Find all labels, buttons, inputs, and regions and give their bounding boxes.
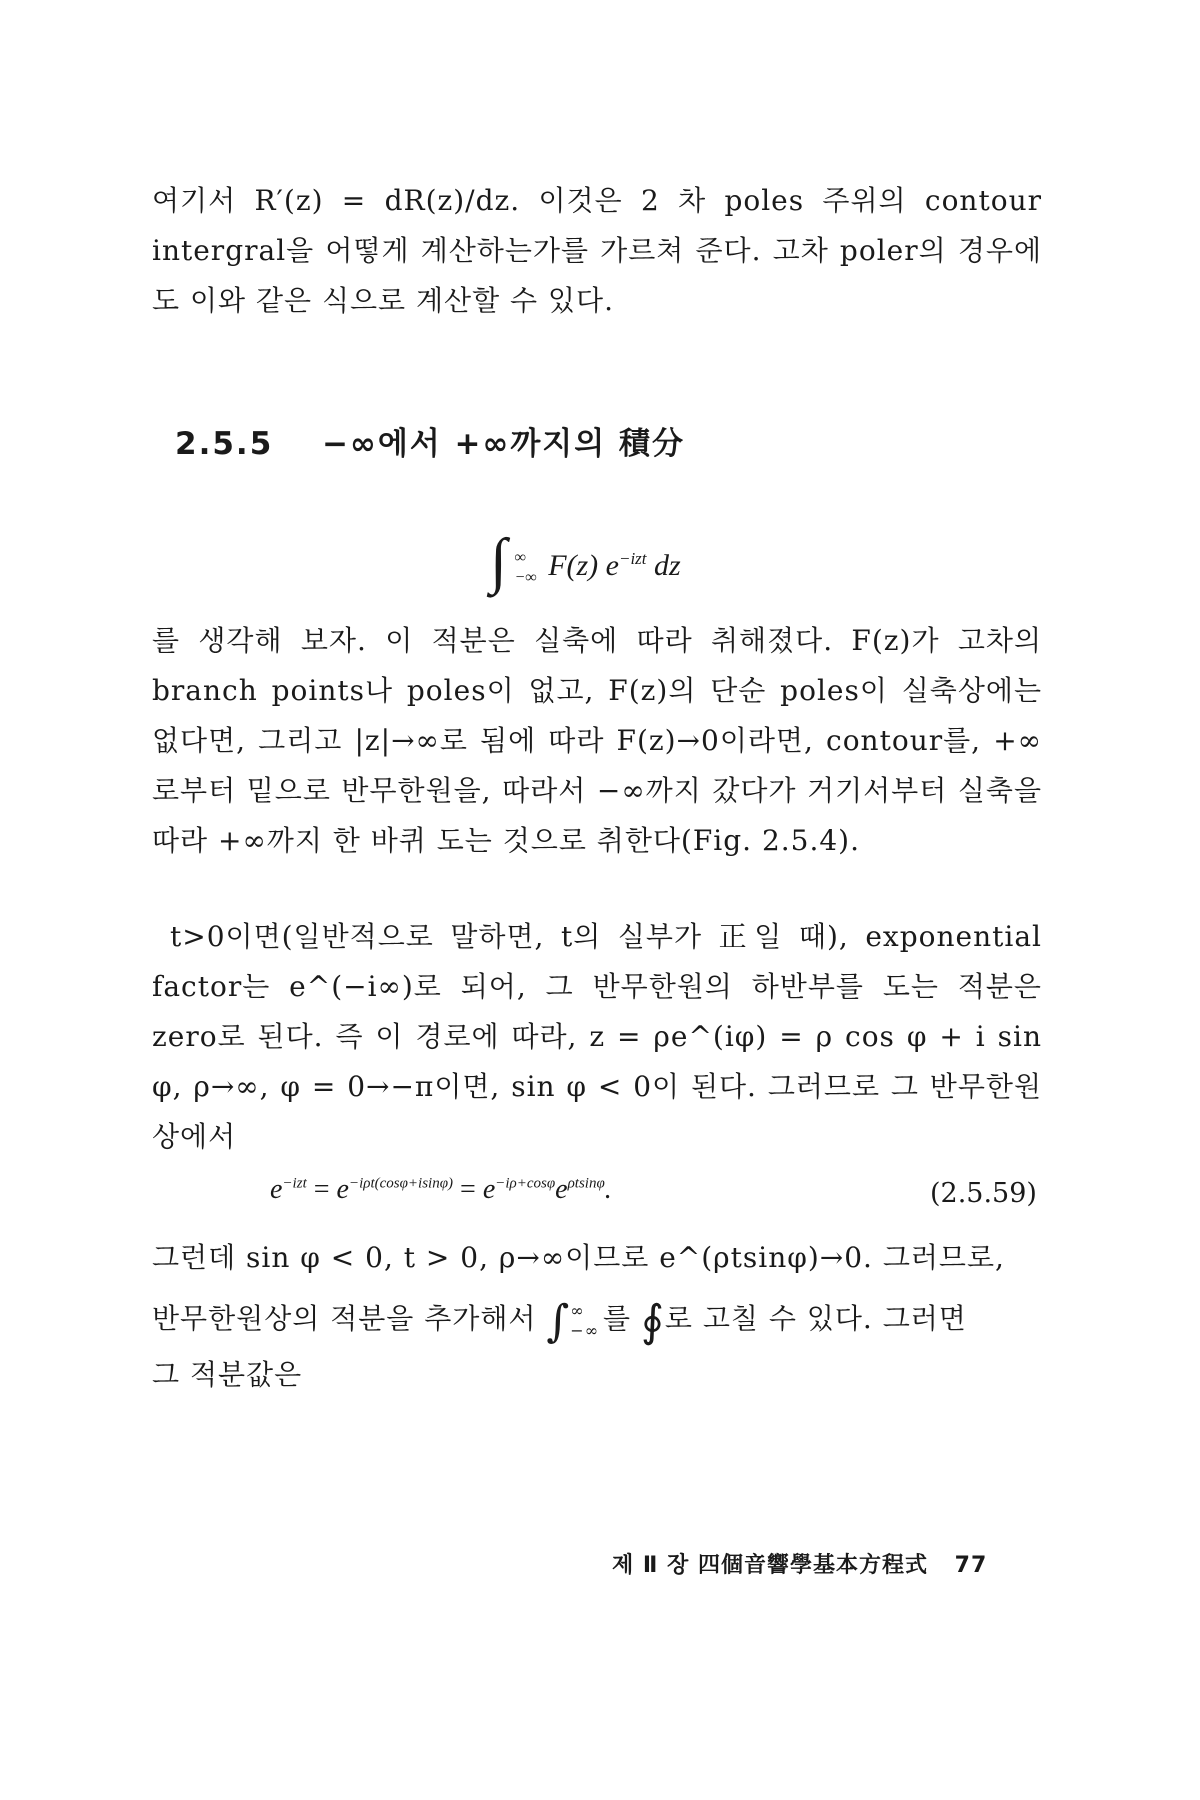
paragraph-2: 를 생각해 보자. 이 적분은 실축에 따라 취해졌다. F(z)가 고차의 branch points나 poles이 없고, F(z)의 단순 poles이 실축상에는 없다면, 그리고 |z|→∞로 됨에 따라 F(z)→0이라면, contour를, +∞로부터 밑으로 반무한원을, 따라서 −∞까지 갔다가 거기서부터 실축을 따라 +∞까지 한 바퀴 도는 것으로 취한다(Fig. 2.5.4).: [152, 624, 1042, 857]
paragraph-1: 여기서 R′(z) = dR(z)/dz. 이것은 2 차 poles 주위의 contour intergral을 어떻게 계산하는가를 가르쳐 준다. 고차 poler의 경우에도 이와 같은 식으로 계산할 수 있다.: [152, 184, 1042, 317]
inline-integral-lower: −∞: [570, 1320, 600, 1340]
page-footer: [612, 1548, 987, 1579]
section-number: 2.5.5: [175, 426, 274, 462]
p4-line2-mid: 를: [603, 1302, 632, 1335]
integral-exponent: −izt: [618, 549, 647, 568]
contour-integral-icon: ∮: [640, 1296, 665, 1347]
eq-rhs-exp-1: −iρ+cosφ: [495, 1175, 556, 1192]
eq-lhs-base: e: [270, 1174, 283, 1205]
eq-mid-base: e: [336, 1174, 349, 1205]
integral-upper: ∞: [514, 549, 526, 567]
section-heading: [175, 418, 685, 463]
page-number: 77: [954, 1553, 988, 1578]
integral-limits: [514, 548, 536, 588]
equation-2-5-59: $e^{-izt} = e^{-i\rho t(cos\varphi+isin\varphi)} = e^{-i\rho+cos\varphi}e^{\rho tsin\varphi}$.: [270, 1174, 612, 1205]
eq-rhs-exp-2: ρtsinφ: [567, 1175, 605, 1192]
paragraph-4: [152, 1230, 1042, 1403]
footer-chapter: 제 Ⅱ 장 四個音響學基本方程式: [612, 1553, 928, 1578]
p4-line2-after: 로 고칠 수 있다. 그러면: [664, 1302, 967, 1335]
paragraph-3: t>0이면(일반적으로 말하면, t의 실부가 正일 때), exponential factor는 e^(−i∞)로 되어, 그 반무한원의 하반부를 도는 적분은 zero로 된다. 즉 이 경로에 따라, z = ρe^(iφ) = ρ cos φ + i sin φ, ρ→∞, φ = 0→−π이면, sin φ < 0이 된다. 그러므로 그 반무한원상에서: [152, 920, 1042, 1153]
eq-rhs-base-1: e: [482, 1174, 496, 1205]
paragraph-4-line-1: 그런데 sin φ < 0, t > 0, ρ→∞이므로 e^(ρtsinφ)→0. 그러므로,: [152, 1241, 1005, 1274]
integral-differential: dz: [654, 549, 681, 582]
eq-rhs-base-2: e: [555, 1174, 568, 1205]
eq-equals-1: =: [313, 1174, 337, 1205]
integral-sign-icon: ∫: [490, 527, 507, 595]
integral-display: [490, 520, 681, 595]
integral-sign-icon: ∫: [546, 1296, 571, 1347]
section-title: −∞에서 +∞까지의 積分: [322, 426, 685, 462]
integral-body: F(z) e: [548, 549, 619, 582]
integral-lower: −∞: [514, 569, 537, 587]
p4-line2-before: 반무한원상의 적분을 추가해서: [152, 1302, 537, 1335]
eq-lhs-exp: −izt: [282, 1175, 307, 1192]
inline-integral-upper: ∞: [570, 1300, 585, 1320]
eq-equals-2: =: [460, 1174, 483, 1205]
paragraph-4-line-2: [152, 1286, 1042, 1347]
equation-number: (2.5.59): [930, 1178, 1037, 1209]
eq-mid-exp: −iρt(cosφ+isinφ): [348, 1175, 454, 1192]
inline-integral-limits: [570, 1301, 599, 1341]
paragraph-4-line-3: 그 적분값은: [152, 1358, 303, 1391]
